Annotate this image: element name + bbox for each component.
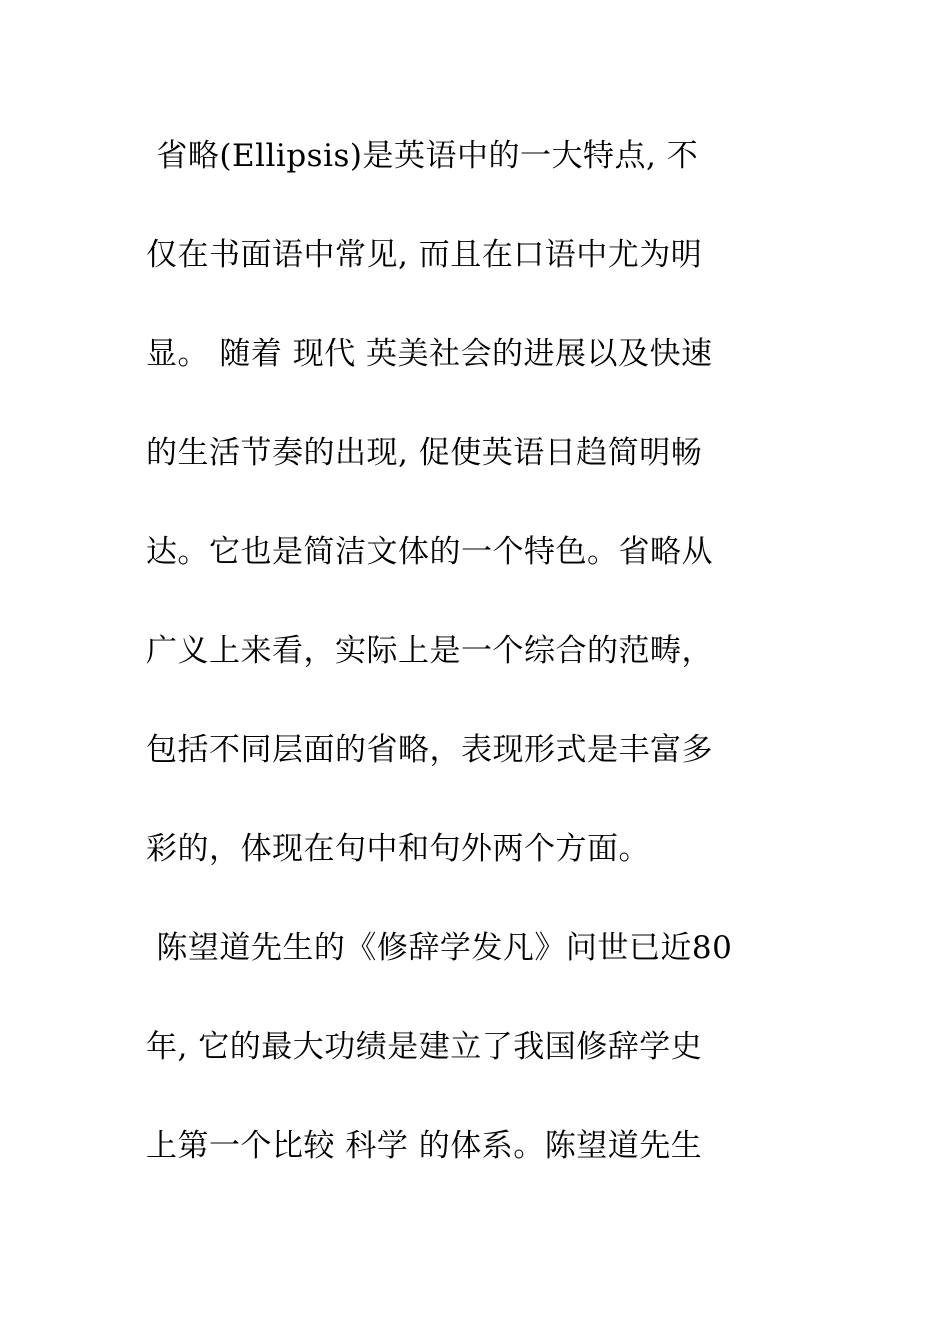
text-line: 省略(Ellipsis)是英语中的一大特点, 不 (146, 138, 699, 174)
body-text (146, 118, 816, 1207)
text-line: 显。 随着 现代 英美社会的进展以及快速 (146, 336, 713, 372)
text-line: 包括不同层面的省略，表现形式是丰富多 (146, 732, 713, 768)
text-line: 陈望道先生的《修辞学发凡》问世已近80 (146, 930, 733, 966)
text-line: 的生活节奏的出现, 促使英语日趋简明畅 (146, 435, 703, 471)
text-line: 达。它也是简洁文体的一个特色。省略从 (146, 534, 713, 570)
text-line: 彩的，体现在句中和句外两个方面。 (146, 831, 650, 867)
text-line: 广义上来看，实际上是一个综合的范畴， (146, 633, 713, 669)
text-line: 年, 它的最大功绩是建立了我国修辞学史 (146, 1029, 703, 1065)
text-line: 仅在书面语中常见, 而且在口语中尤为明 (146, 237, 703, 273)
text-line: 上第一个比较 科学 的体系。陈望道先生 (146, 1128, 703, 1164)
